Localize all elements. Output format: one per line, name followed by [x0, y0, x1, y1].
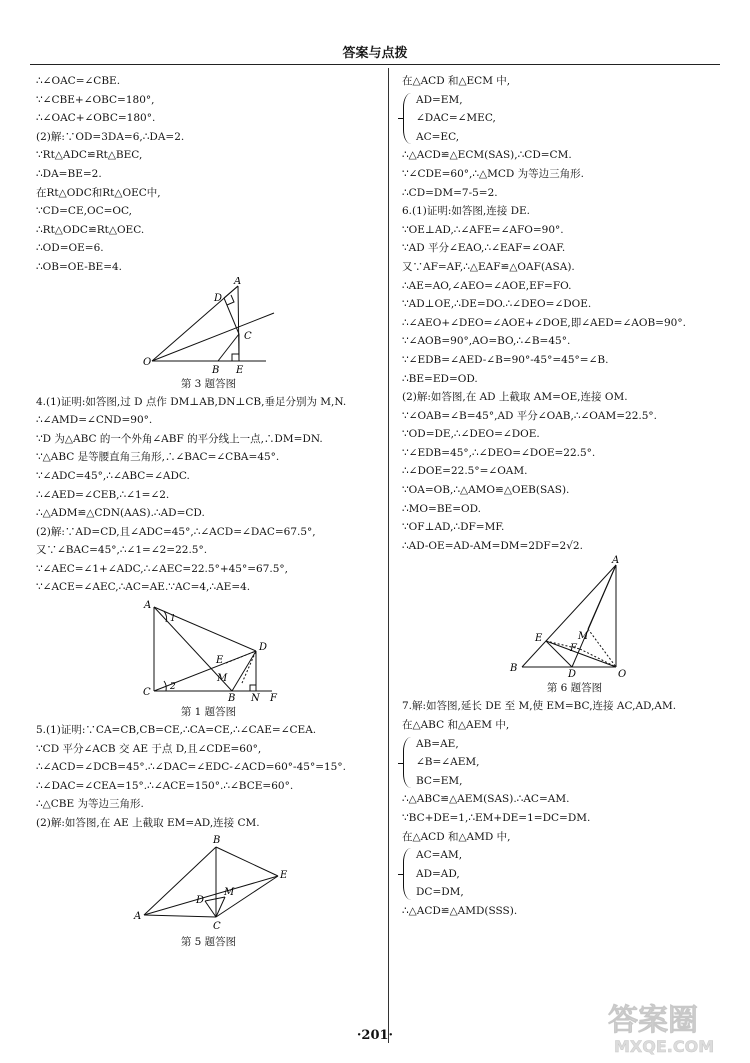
figure-1-label-c: C: [143, 687, 151, 699]
text-line: ∵△ABC 是等腰直角三角形,∴∠BAC=∠CBA=45°.: [36, 451, 280, 464]
figure-5-label-a: A: [134, 910, 142, 922]
text-line: 在△ACD 和△ECM 中,: [402, 75, 511, 87]
watermark-title: 答案圈: [608, 1003, 698, 1038]
text-line: AD=EM,: [416, 93, 463, 106]
text-line: ∠B=∠AEM,: [416, 756, 480, 769]
figure-5-label-b: B: [213, 834, 221, 846]
text-line: ∴AE=AO,∠AEO=∠AOE,EF=FO.: [402, 279, 572, 292]
figure-5-label-c: C: [213, 920, 221, 932]
figure-1-label-e: E: [216, 655, 224, 667]
text-line: ∴AD-OE=AD-AM=DM=2DF=2√2.: [402, 539, 583, 552]
text-line: AC=AM,: [416, 849, 463, 862]
text-line: (2)解:如答图,在 AD 上截取 AM=OE,连接 OM.: [402, 391, 628, 404]
watermark-url: MXQE.COM: [614, 1037, 715, 1056]
text-line: ∵CD 平分∠ACB 交 AE 于点 D,且∠CDE=60°,: [36, 742, 262, 755]
condition-brace-3: [402, 846, 747, 902]
text-line: ∵∠ACE=∠AEC,∴AC=AE.∵AC=4,∴AE=4.: [36, 581, 251, 594]
text-line: ∵Rt△ADC≌Rt△BEC,: [36, 149, 143, 162]
figure-5-label-m: M: [224, 886, 235, 898]
text-line: ∴△ACD≌△ECM(SAS),∴CD=CM.: [402, 149, 572, 162]
figure-6-label-b: B: [510, 663, 518, 675]
text-line: ∵CD=CE,OC=OC,: [36, 205, 133, 218]
figure-1-caption: 第 1 题答图: [180, 706, 237, 719]
text-line: ∴∠AED=∠CEB,∴∠1=∠2.: [36, 488, 170, 501]
column-divider: [388, 68, 389, 1043]
watermark-logo: [600, 996, 740, 1058]
text-line: 在Rt△ODC和Rt△OEC中,: [36, 186, 161, 199]
text-line: ∵BC+DE=1,∴EM+DE=1=DC=DM.: [402, 812, 591, 824]
text-line: ∴∠DOE=22.5°=∠OAM.: [402, 465, 528, 478]
figure-1-label-n: N: [251, 693, 260, 704]
brace-mark: [403, 848, 412, 900]
condition-brace-1: [402, 91, 747, 147]
text-line: ∴∠AMD=∠CND=90°.: [36, 414, 153, 427]
text-line: ∵∠CBE+∠OBC=180°,: [36, 93, 155, 106]
brace-mark: [403, 93, 412, 145]
text-line: ∵∠EDB=∠AED-∠B=90°-45°=45°=∠B.: [402, 353, 609, 366]
figure-5-label-d: D: [196, 894, 205, 906]
text-line: ∵∠EDB=45°,∴∠DEO=∠DOE=22.5°.: [402, 446, 596, 459]
text-line: ∠DAC=∠MEC,: [416, 112, 496, 125]
page-number: ·201·: [356, 1028, 394, 1043]
figure-3-label-e: E: [236, 364, 244, 375]
figure-6-label-d: D: [568, 669, 577, 680]
figure-1-label-d: D: [259, 642, 268, 654]
text-line: ∵D 为△ABC 的一个外角∠ABF 的平分线上一点,∴DM=DN.: [36, 432, 323, 445]
text-line: ∴BE=ED=OD.: [402, 372, 478, 385]
figure-1-label-2: 2: [170, 682, 176, 693]
brace-mark: [403, 737, 412, 789]
text-line: (2)解:∵AD=CD,且∠ADC=45°,∴∠ACD=∠DAC=67.5°,: [36, 525, 316, 538]
figure-3-label-o: O: [143, 356, 152, 368]
text-line: ∴Rt△ODC≌Rt△OEC.: [36, 223, 145, 236]
text-line: 6.(1)证明:如答图,连接 DE.: [402, 205, 531, 218]
figure-1-label-1: 1: [170, 614, 176, 625]
text-line: ∵OD=DE,∴∠DEO=∠DOE.: [402, 428, 540, 441]
figure-5: [36, 833, 381, 933]
text-line: ∴△CBE 为等边三角形.: [36, 798, 144, 811]
figure-3-caption: 第 3 题答图: [180, 377, 237, 390]
text-line: ∴△ADM≌△CDN(AAS).∴AD=CD.: [36, 507, 205, 520]
left-column: [36, 72, 381, 951]
figure-1-label-m: M: [217, 673, 228, 685]
text-line: ∵∠ADC=45°,∴∠ABC=∠ADC.: [36, 469, 190, 482]
text-line: ∴∠DAC=∠CEA=15°.∴∠ACE=150°.∴∠BCE=60°.: [36, 779, 294, 792]
text-line: ∴∠ACD=∠DCB=45°.∴∠DAC=∠EDC-∠ACD=60°-45°=15°.: [36, 761, 346, 774]
text-line: ∵∠AEC=∠1+∠ADC,∴∠AEC=22.5°+45°=67.5°,: [36, 562, 288, 575]
solution-4: [36, 393, 381, 598]
solution-3-continued: [36, 72, 381, 277]
text-line: ∴OB=OE-BE=4.: [36, 260, 123, 273]
text-line: ∵AD⊥OE,∴DE=DO.∴∠DEO=∠DOE.: [402, 298, 592, 311]
solution-5: [36, 721, 381, 833]
text-line: AD=AD,: [416, 867, 460, 880]
text-line: (2)解:如答图,在 AE 上截取 EM=AD,连接 CM.: [36, 817, 260, 830]
text-line: 又∵AF=AF,∴△EAF≌△OAF(ASA).: [402, 260, 575, 273]
text-line: ∴∠AEO+∠DEO=∠AOE+∠DOE,即∠AED=∠AOB=90°.: [402, 316, 686, 329]
figure-5-caption: 第 5 题答图: [180, 935, 237, 948]
text-line: ∴△ABC≌△AEM(SAS).∴AC=AM.: [402, 793, 570, 806]
figure-1-label-f: F: [270, 693, 277, 704]
text-line: 5.(1)证明:∵CA=CB,CB=CE,∴CA=CE,∴∠CAE=∠CEA.: [36, 724, 317, 737]
figure-6-label-a: A: [612, 555, 620, 567]
text-line: ∴△ACD≌△AMD(SSS).: [402, 904, 518, 917]
text-line: ∴OD=OE=6.: [36, 242, 104, 255]
figure-6-label-e: E: [535, 633, 543, 645]
text-line: 又∵∠BAC=45°,∴∠1=∠2=22.5°.: [36, 544, 208, 557]
text-line: ∵∠AOB=90°,AO=BO,∴∠B=45°.: [402, 335, 571, 348]
text-line: ∵OE⊥AD,∴∠AFE=∠AFO=90°.: [402, 223, 564, 236]
text-line: 在△ACD 和△AMD 中,: [402, 830, 511, 843]
text-line: ∴MO=BE=OD.: [402, 502, 482, 515]
figure-1: [36, 597, 381, 703]
text-line: ∴∠OAC=∠CBE.: [36, 75, 121, 87]
right-column: [402, 72, 747, 921]
text-line: (2)解:∵OD=3DA=6,∴DA=2.: [36, 130, 185, 143]
text-line: ∵OA=OB,∴△AMO≌△OEB(SAS).: [402, 484, 570, 497]
figure-6-caption: 第 6 题答图: [546, 682, 603, 695]
figure-6-label-m: M: [578, 631, 589, 643]
figure-1-label-a: A: [144, 600, 152, 612]
figure-6-label-o: O: [618, 669, 627, 680]
text-line: ∵∠CDE=60°,∴△MCD 为等边三角形.: [402, 167, 584, 180]
running-header: 答案与点拨: [342, 46, 408, 61]
text-line: ∴DA=BE=2.: [36, 167, 102, 180]
text-line: ∴∠OAC+∠OBC=180°.: [36, 112, 156, 125]
figure-3-label-a: A: [234, 276, 242, 287]
figure-3-label-c: C: [244, 330, 252, 342]
text-line: ∵AD 平分∠EAO,∴∠EAF=∠OAF.: [402, 242, 566, 255]
text-line: BC=EM,: [416, 774, 463, 787]
figure-6: [402, 555, 747, 679]
text-line: AC=EC,: [416, 130, 460, 143]
text-line: AB=AE,: [416, 737, 459, 750]
text-line: ∵OF⊥AD,∴DF=MF.: [402, 521, 505, 534]
text-line: ∵∠OAB=∠B=45°,AD 平分∠OAB,∴∠OAM=22.5°.: [402, 409, 658, 422]
figure-3-label-b: B: [212, 364, 220, 375]
figure-5-label-e: E: [280, 869, 288, 881]
figure-3: [36, 277, 381, 375]
text-line: DC=DM,: [416, 886, 464, 899]
figure-3-label-d: D: [214, 292, 223, 304]
text-line: 7.解:如答图,延长 DE 至 M,使 EM=BC,连接 AC,AD,AM.: [402, 700, 677, 713]
figure-6-label-f: F: [570, 643, 577, 655]
figure-1-label-b: B: [228, 693, 236, 704]
header-rule: [30, 64, 720, 65]
text-line: 在△ABC 和△AEM 中,: [402, 719, 510, 732]
condition-brace-2: [402, 735, 747, 791]
text-line: ∴CD=DM=7-5=2.: [402, 186, 498, 199]
text-line: 4.(1)证明:如答图,过 D 点作 DM⊥AB,DN⊥CB,垂足分别为 M,N.: [36, 395, 347, 408]
